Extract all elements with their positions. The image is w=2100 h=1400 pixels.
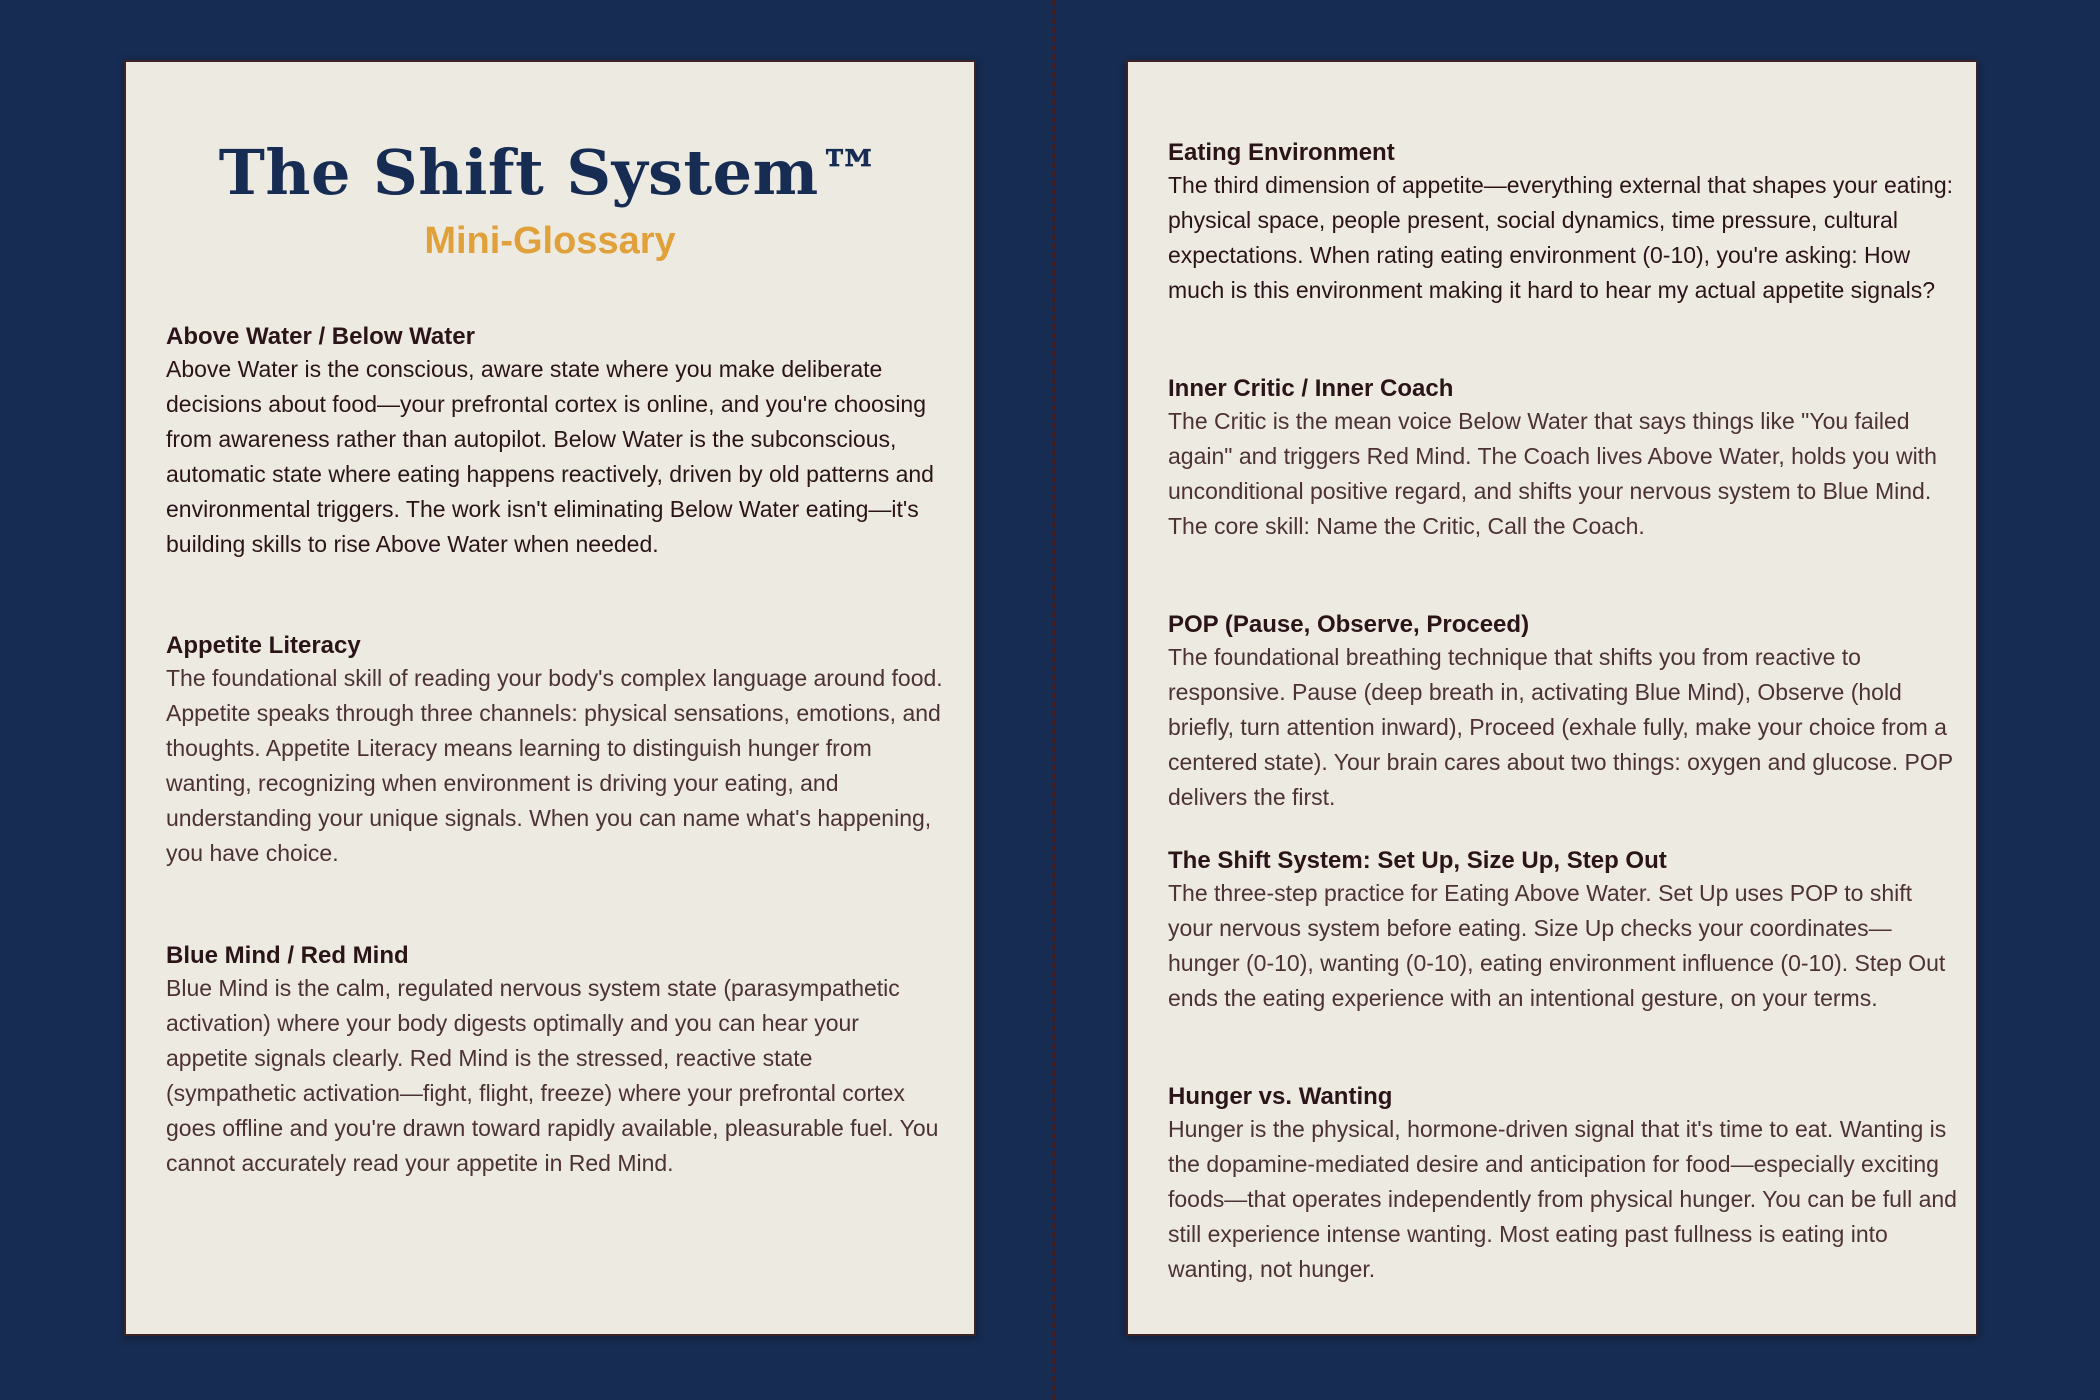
glossary-term: POP (Pause, Observe, Proceed)	[1168, 611, 1530, 638]
glossary-entry-hunger-vs-wanting	[1168, 1082, 1958, 1287]
glossary-term: Inner Critic / Inner Coach	[1168, 375, 1454, 402]
book-spine-divider	[1052, 0, 1055, 1400]
glossary-entry-shift-system	[1168, 846, 1958, 1016]
glossary-term: Hunger vs. Wanting	[1168, 1083, 1393, 1110]
glossary-term: Appetite Literacy	[166, 632, 361, 659]
glossary-entry-appetite-literacy	[166, 631, 946, 871]
glossary-entry-above-below-water	[166, 322, 946, 562]
glossary-entry-inner-critic-coach	[1168, 374, 1958, 544]
page-title: The Shift System™	[218, 136, 882, 209]
left-page	[124, 60, 976, 1336]
glossary-definition: The three-step practice for Eating Above Water. Set Up uses POP to shift your nervous system before eating. Size Up checks your coordinates—hunger (0-10), wanting (0-10), eating environment influence (0-10). Step Out ends the eating experience with an intentional gesture, on your terms.	[1168, 880, 1946, 1011]
glossary-entry-pop	[1168, 610, 1958, 815]
glossary-definition: The third dimension of appetite—everything external that shapes your eating: physical space, people present, social dynamics, time pressure, cultural expectations. When rating eating environment (0-10), you're asking: How much is this environment making it hard to hear my actual appetite signals?	[1168, 172, 1954, 303]
glossary-definition: Above Water is the conscious, aware state where you make deliberate decisions about food—your prefrontal cortex is online, and you're choosing from awareness rather than autopilot. Below Water is the subconscious, automatic state where eating happens reactively, driven by old patterns and environmental triggers. The work isn't eliminating Below Water eating—it's building skills to rise Above Water when needed.	[166, 356, 934, 557]
glossary-term: The Shift System: Set Up, Size Up, Step Out	[1168, 847, 1667, 874]
glossary-definition: Hunger is the physical, hormone-driven signal that it's time to eat. Wanting is the dopamine-mediated desire and anticipation for food—especially exciting foods—that operates independently from physical hunger. You can be full and still experience intense wanting. Most eating past fullness is eating into wanting, not hunger.	[1168, 1116, 1957, 1282]
right-page	[1126, 60, 1978, 1336]
glossary-term: Blue Mind / Red Mind	[166, 942, 409, 969]
glossary-definition: The foundational breathing technique that shifts you from reactive to responsive. Pause (deep breath in, activating Blue Mind), Observe (hold briefly, turn attention inward), Proceed (exhale fully, make your choice from a centered state). Your brain cares about two things: oxygen and glucose. POP delivers the first.	[1168, 644, 1953, 810]
glossary-term: Eating Environment	[1168, 139, 1395, 166]
page-subtitle: Mini-Glossary	[424, 220, 676, 262]
glossary-definition: The Critic is the mean voice Below Water that says things like "You failed again" and triggers Red Mind. The Coach lives Above Water, holds you with unconditional positive regard, and shifts your nervous system to Blue Mind. The core skill: Name the Critic, Call the Coach.	[1168, 408, 1937, 539]
glossary-definition: The foundational skill of reading your body's complex language around food. Appetite speaks through three channels: physical sensations, emotions, and thoughts. Appetite Literacy means learning to distinguish hunger from wanting, recognizing when environment is driving your eating, and understanding your unique signals. When you can name what's happening, you have choice.	[166, 665, 943, 866]
glossary-entry-blue-red-mind	[166, 941, 946, 1181]
glossary-entry-eating-environment	[1168, 138, 1958, 308]
glossary-definition: Blue Mind is the calm, regulated nervous system state (parasympathetic activation) where your body digests optimally and you can hear your appetite signals clearly. Red Mind is the stressed, reactive state (sympathetic activation—fight, flight, freeze) where your prefrontal cortex goes offline and you're drawn toward rapidly available, pleasurable fuel. You cannot accurately read your appetite in Red Mind.	[166, 975, 939, 1176]
glossary-term: Above Water / Below Water	[166, 323, 475, 350]
